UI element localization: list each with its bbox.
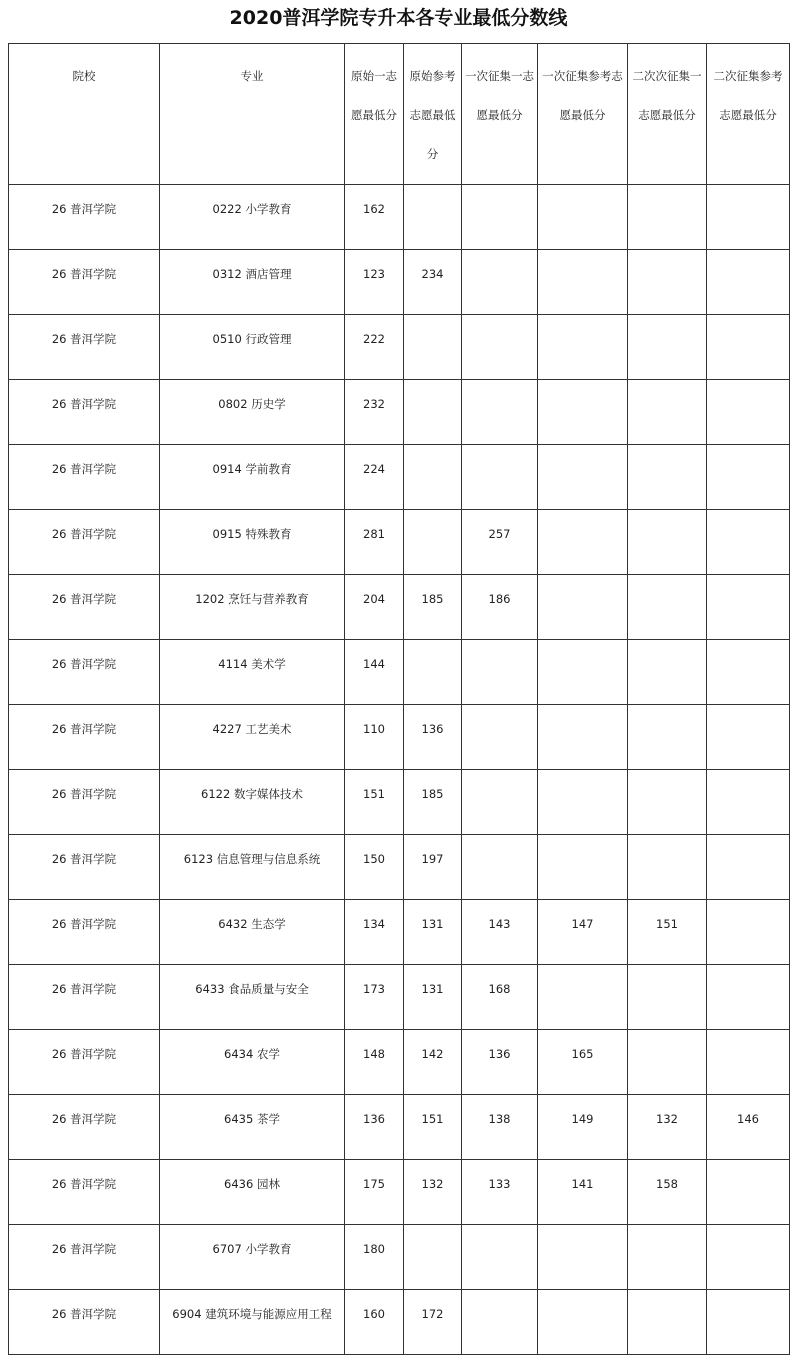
table-row	[9, 835, 790, 900]
column-header-line: 一次征集参考志	[542, 69, 623, 83]
cell-major: 0802 历史学	[160, 380, 345, 445]
column-header-line: 愿最低分	[476, 108, 523, 122]
cell-orig-first: 150	[345, 835, 404, 900]
cell-school: 26 普洱学院	[9, 380, 160, 445]
cell-orig-ref: 197	[404, 835, 462, 900]
cell-c2-ref	[707, 315, 790, 380]
score-table	[8, 43, 790, 1355]
cell-major: 4227 工艺美术	[160, 705, 345, 770]
cell-school: 26 普洱学院	[9, 640, 160, 705]
cell-orig-first: 162	[345, 185, 404, 250]
cell-c1-first: 133	[462, 1160, 538, 1225]
cell-orig-first: 151	[345, 770, 404, 835]
cell-school: 26 普洱学院	[9, 1225, 160, 1290]
column-header-line: 志愿最低分	[638, 108, 696, 122]
cell-school: 26 普洱学院	[9, 705, 160, 770]
column-header-line: 原始参考	[409, 69, 456, 83]
cell-orig-ref	[404, 380, 462, 445]
cell-orig-first: 110	[345, 705, 404, 770]
cell-orig-ref	[404, 315, 462, 380]
table-row	[9, 770, 790, 835]
table-row	[9, 1290, 790, 1355]
table-row	[9, 185, 790, 250]
cell-major: 6707 小学教育	[160, 1225, 345, 1290]
column-header-line: 原始一志	[351, 69, 397, 83]
column-header-line: 愿最低分	[351, 108, 397, 122]
column-header-major	[160, 44, 345, 185]
cell-c1-first: 136	[462, 1030, 538, 1095]
cell-c2-ref	[707, 250, 790, 315]
cell-orig-ref: 131	[404, 965, 462, 1030]
cell-orig-ref: 131	[404, 900, 462, 965]
cell-orig-ref	[404, 185, 462, 250]
cell-orig-first: 232	[345, 380, 404, 445]
cell-major: 0510 行政管理	[160, 315, 345, 380]
cell-school: 26 普洱学院	[9, 185, 160, 250]
cell-c1-first: 168	[462, 965, 538, 1030]
cell-major: 6435 茶学	[160, 1095, 345, 1160]
cell-school: 26 普洱学院	[9, 1030, 160, 1095]
cell-c2-ref	[707, 380, 790, 445]
cell-school: 26 普洱学院	[9, 770, 160, 835]
table-row	[9, 315, 790, 380]
cell-c1-ref	[538, 640, 628, 705]
table-row	[9, 1095, 790, 1160]
cell-c2-first	[628, 185, 707, 250]
cell-orig-first: 180	[345, 1225, 404, 1290]
cell-c2-ref	[707, 1030, 790, 1095]
column-header-c1-ref	[538, 44, 628, 185]
table-row	[9, 380, 790, 445]
cell-c1-ref	[538, 1225, 628, 1290]
cell-c2-ref	[707, 1290, 790, 1355]
cell-c2-ref	[707, 510, 790, 575]
cell-orig-ref: 132	[404, 1160, 462, 1225]
cell-orig-ref: 185	[404, 770, 462, 835]
cell-c2-ref	[707, 445, 790, 510]
cell-c2-first	[628, 380, 707, 445]
page-title: 2020普洱学院专升本各专业最低分数线	[229, 7, 568, 29]
table-row	[9, 250, 790, 315]
cell-c2-first	[628, 1290, 707, 1355]
cell-school: 26 普洱学院	[9, 835, 160, 900]
cell-major: 0915 特殊教育	[160, 510, 345, 575]
cell-major: 6433 食品质量与安全	[160, 965, 345, 1030]
table-row	[9, 1225, 790, 1290]
table-row	[9, 510, 790, 575]
cell-c1-first	[462, 315, 538, 380]
cell-orig-ref: 185	[404, 575, 462, 640]
cell-c1-first	[462, 770, 538, 835]
cell-orig-first: 224	[345, 445, 404, 510]
cell-orig-ref: 151	[404, 1095, 462, 1160]
cell-school: 26 普洱学院	[9, 900, 160, 965]
cell-major: 6434 农学	[160, 1030, 345, 1095]
cell-c2-first	[628, 1225, 707, 1290]
column-header-line: 志愿最低分	[719, 108, 777, 122]
cell-orig-first: 173	[345, 965, 404, 1030]
cell-c2-ref	[707, 575, 790, 640]
table-row	[9, 1030, 790, 1095]
cell-c2-first	[628, 835, 707, 900]
table-row	[9, 640, 790, 705]
cell-orig-first: 222	[345, 315, 404, 380]
cell-c1-ref	[538, 575, 628, 640]
table-row	[9, 900, 790, 965]
cell-orig-first: 175	[345, 1160, 404, 1225]
cell-c1-first	[462, 1225, 538, 1290]
cell-c2-first	[628, 510, 707, 575]
column-header-c1-first	[462, 44, 538, 185]
column-header-c2-first	[628, 44, 707, 185]
cell-c1-first	[462, 445, 538, 510]
cell-c2-first	[628, 250, 707, 315]
cell-c2-first	[628, 640, 707, 705]
cell-orig-ref	[404, 1225, 462, 1290]
cell-c2-first: 132	[628, 1095, 707, 1160]
table-row	[9, 445, 790, 510]
cell-c1-ref	[538, 185, 628, 250]
column-header-line: 二次次征集一	[632, 69, 702, 83]
cell-c2-first	[628, 315, 707, 380]
cell-school: 26 普洱学院	[9, 575, 160, 640]
table-row	[9, 965, 790, 1030]
cell-c1-ref	[538, 1290, 628, 1355]
cell-orig-ref	[404, 510, 462, 575]
table-body	[9, 185, 790, 1355]
cell-major: 4114 美术学	[160, 640, 345, 705]
cell-orig-first: 281	[345, 510, 404, 575]
cell-c1-first	[462, 185, 538, 250]
cell-c1-ref	[538, 965, 628, 1030]
cell-orig-first: 144	[345, 640, 404, 705]
cell-c1-ref	[538, 250, 628, 315]
table-header	[9, 44, 790, 185]
cell-c1-first	[462, 380, 538, 445]
cell-c1-ref	[538, 315, 628, 380]
cell-orig-ref: 142	[404, 1030, 462, 1095]
cell-c2-first	[628, 575, 707, 640]
cell-school: 26 普洱学院	[9, 1290, 160, 1355]
cell-major: 6436 园林	[160, 1160, 345, 1225]
cell-orig-ref: 136	[404, 705, 462, 770]
cell-c1-first: 138	[462, 1095, 538, 1160]
cell-orig-ref	[404, 445, 462, 510]
cell-orig-first: 148	[345, 1030, 404, 1095]
cell-major: 1202 烹饪与营养教育	[160, 575, 345, 640]
cell-major: 6904 建筑环境与能源应用工程	[160, 1290, 345, 1355]
cell-c1-first	[462, 835, 538, 900]
cell-c2-ref	[707, 835, 790, 900]
cell-orig-first: 204	[345, 575, 404, 640]
cell-c1-first	[462, 1290, 538, 1355]
cell-c1-first: 257	[462, 510, 538, 575]
cell-school: 26 普洱学院	[9, 315, 160, 380]
column-header-c2-ref	[707, 44, 790, 185]
column-header-orig-first	[345, 44, 404, 185]
cell-c2-first	[628, 770, 707, 835]
cell-c1-first: 143	[462, 900, 538, 965]
cell-c2-first	[628, 705, 707, 770]
cell-orig-ref: 172	[404, 1290, 462, 1355]
column-header-line: 二次征集参考	[713, 69, 783, 83]
cell-c2-ref	[707, 900, 790, 965]
column-header-line: 一次征集一志	[465, 69, 534, 83]
table-row	[9, 575, 790, 640]
cell-major: 0222 小学教育	[160, 185, 345, 250]
cell-school: 26 普洱学院	[9, 1095, 160, 1160]
cell-c2-ref	[707, 185, 790, 250]
cell-school: 26 普洱学院	[9, 445, 160, 510]
cell-c1-ref	[538, 835, 628, 900]
cell-c2-first	[628, 965, 707, 1030]
cell-c1-ref	[538, 380, 628, 445]
cell-c2-first	[628, 1030, 707, 1095]
cell-c1-first: 186	[462, 575, 538, 640]
cell-school: 26 普洱学院	[9, 250, 160, 315]
cell-c1-ref: 149	[538, 1095, 628, 1160]
cell-c1-ref: 147	[538, 900, 628, 965]
cell-c1-ref	[538, 445, 628, 510]
cell-c2-ref	[707, 965, 790, 1030]
column-header-line: 志愿最低	[409, 108, 456, 122]
cell-c2-ref: 146	[707, 1095, 790, 1160]
cell-c2-ref	[707, 770, 790, 835]
table-row	[9, 1160, 790, 1225]
cell-c2-ref	[707, 640, 790, 705]
cell-major: 0914 学前教育	[160, 445, 345, 510]
column-header-school	[9, 44, 160, 185]
column-header-line: 愿最低分	[559, 108, 606, 122]
column-header-orig-ref	[404, 44, 462, 185]
cell-orig-ref: 234	[404, 250, 462, 315]
cell-c1-ref	[538, 510, 628, 575]
header-row	[9, 44, 790, 185]
cell-major: 6432 生态学	[160, 900, 345, 965]
column-header-line: 分	[426, 147, 439, 161]
column-header-line: 专业	[240, 69, 264, 83]
cell-c1-ref	[538, 770, 628, 835]
cell-c2-first	[628, 445, 707, 510]
cell-orig-first: 136	[345, 1095, 404, 1160]
cell-c2-first: 151	[628, 900, 707, 965]
cell-orig-first: 123	[345, 250, 404, 315]
table-row	[9, 705, 790, 770]
cell-c1-first	[462, 640, 538, 705]
cell-c2-ref	[707, 1225, 790, 1290]
cell-orig-ref	[404, 640, 462, 705]
cell-major: 6123 信息管理与信息系统	[160, 835, 345, 900]
cell-c1-first	[462, 250, 538, 315]
cell-school: 26 普洱学院	[9, 1160, 160, 1225]
cell-orig-first: 160	[345, 1290, 404, 1355]
cell-school: 26 普洱学院	[9, 965, 160, 1030]
cell-c1-ref: 141	[538, 1160, 628, 1225]
cell-school: 26 普洱学院	[9, 510, 160, 575]
cell-major: 6122 数字媒体技术	[160, 770, 345, 835]
cell-c1-ref	[538, 705, 628, 770]
cell-c1-ref: 165	[538, 1030, 628, 1095]
cell-major: 0312 酒店管理	[160, 250, 345, 315]
cell-c2-ref	[707, 1160, 790, 1225]
cell-c2-ref	[707, 705, 790, 770]
cell-orig-first: 134	[345, 900, 404, 965]
cell-c1-first	[462, 705, 538, 770]
column-header-line: 院校	[72, 69, 96, 83]
cell-c2-first: 158	[628, 1160, 707, 1225]
